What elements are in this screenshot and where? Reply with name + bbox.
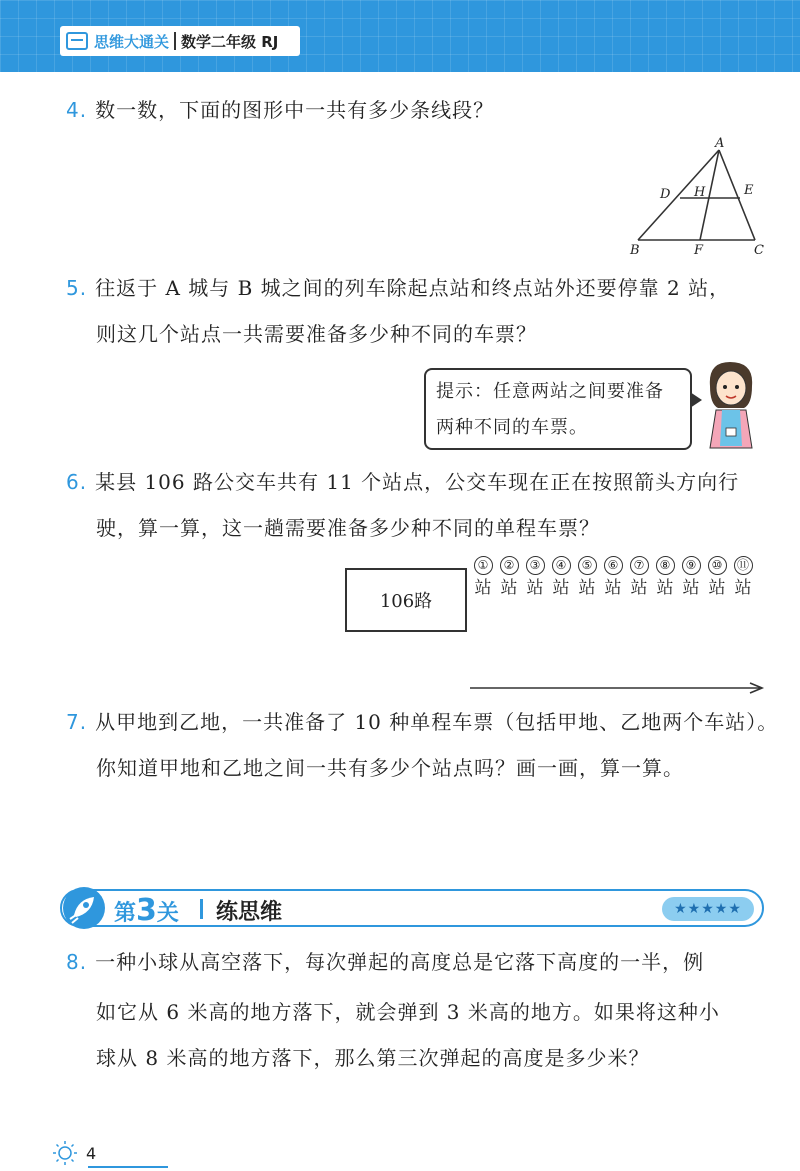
question-4 — [66, 90, 494, 130]
station-11: ⑪ 站 — [734, 558, 752, 598]
book-icon — [66, 32, 88, 50]
page-number: 4 — [86, 1143, 97, 1163]
label-c: C — [754, 243, 764, 256]
difficulty-stars: ★★★★★ — [662, 897, 754, 921]
question-7 — [66, 702, 778, 742]
sun-icon — [52, 1140, 78, 1166]
label-h: H — [694, 185, 706, 200]
divider — [200, 899, 203, 919]
question-5 — [66, 268, 730, 308]
bus-route-box: 106路 — [345, 568, 467, 632]
station-2: ② 站 — [500, 558, 518, 598]
question-text-line1: 从甲地到乙地，一共准备了 10 种单程车票（包括甲地、乙地两个车站）。 — [95, 710, 779, 734]
question-text-line1: 某县 106 路公交车共有 11 个站点，公交车现在正在按照箭头方向行 — [95, 470, 740, 494]
book-name: 数学二年级 RJ — [181, 32, 279, 51]
question-7-line2: 你知道甲地和乙地之间一共有多少个站点吗？画一画，算一算。 — [96, 756, 684, 780]
question-8-line3: 球从 8 米高的地方落下，那么第三次弹起的高度是多少米？ — [96, 1046, 650, 1070]
direction-arrow — [470, 682, 766, 694]
triangle-figure — [622, 136, 772, 256]
question-text-line1: 一种小球从高空落下，每次弹起的高度总是它落下高度的一半，例 — [95, 950, 705, 974]
question-number: 8. — [66, 950, 88, 974]
question-number: 6. — [66, 470, 88, 494]
question-6-line2: 驶，算一算，这一趟需要准备多少种不同的单程车票？ — [96, 516, 600, 540]
footer-underline — [88, 1166, 168, 1168]
section-banner — [60, 885, 764, 931]
label-b: B — [630, 243, 640, 256]
station-list — [470, 552, 756, 600]
question-6 — [66, 462, 739, 502]
question-number: 7. — [66, 710, 88, 734]
station-4: ④ 站 — [552, 558, 570, 598]
station-7: ⑦ 站 — [630, 558, 648, 598]
question-5-line2: 则这几个站点一共需要准备多少种不同的车票？ — [96, 322, 537, 346]
section-title: 第3关 — [114, 893, 179, 928]
hint-bubble — [424, 368, 692, 450]
question-text: 数一数，下面的图形中一共有多少条线段？ — [95, 98, 495, 122]
hint-line1: 提示：任意两站之间要准备 — [436, 381, 664, 402]
label-f: F — [694, 243, 704, 256]
section-subtitle: 练思维 — [216, 900, 283, 925]
divider — [174, 32, 176, 50]
hint-line2: 两种不同的车票。 — [436, 417, 588, 438]
station-5: ⑤ 站 — [578, 558, 596, 598]
station-1: ① 站 — [474, 558, 492, 598]
question-number: 5. — [66, 276, 88, 300]
rocket-icon — [60, 885, 108, 931]
label-d: D — [660, 187, 671, 202]
question-text-line1: 往返于 A 城与 B 城之间的列车除起点站和终点站外还要停靠 2 站， — [95, 276, 731, 300]
label-a: A — [715, 136, 725, 151]
page-footer — [52, 1140, 96, 1166]
header-title — [60, 26, 300, 56]
station-8: ⑧ 站 — [656, 558, 674, 598]
station-6: ⑥ 站 — [604, 558, 622, 598]
question-number: 4. — [66, 98, 88, 122]
girl-illustration — [700, 358, 762, 450]
series-name: 思维大通关 — [94, 32, 170, 51]
label-e: E — [744, 183, 754, 198]
station-10: ⑩ 站 — [708, 558, 726, 598]
question-8 — [66, 942, 704, 982]
station-9: ⑨ 站 — [682, 558, 700, 598]
question-8-line2: 如它从 6 米高的地方落下，就会弹到 3 米高的地方。如果将这种小 — [96, 1000, 720, 1024]
station-3: ③ 站 — [526, 558, 544, 598]
